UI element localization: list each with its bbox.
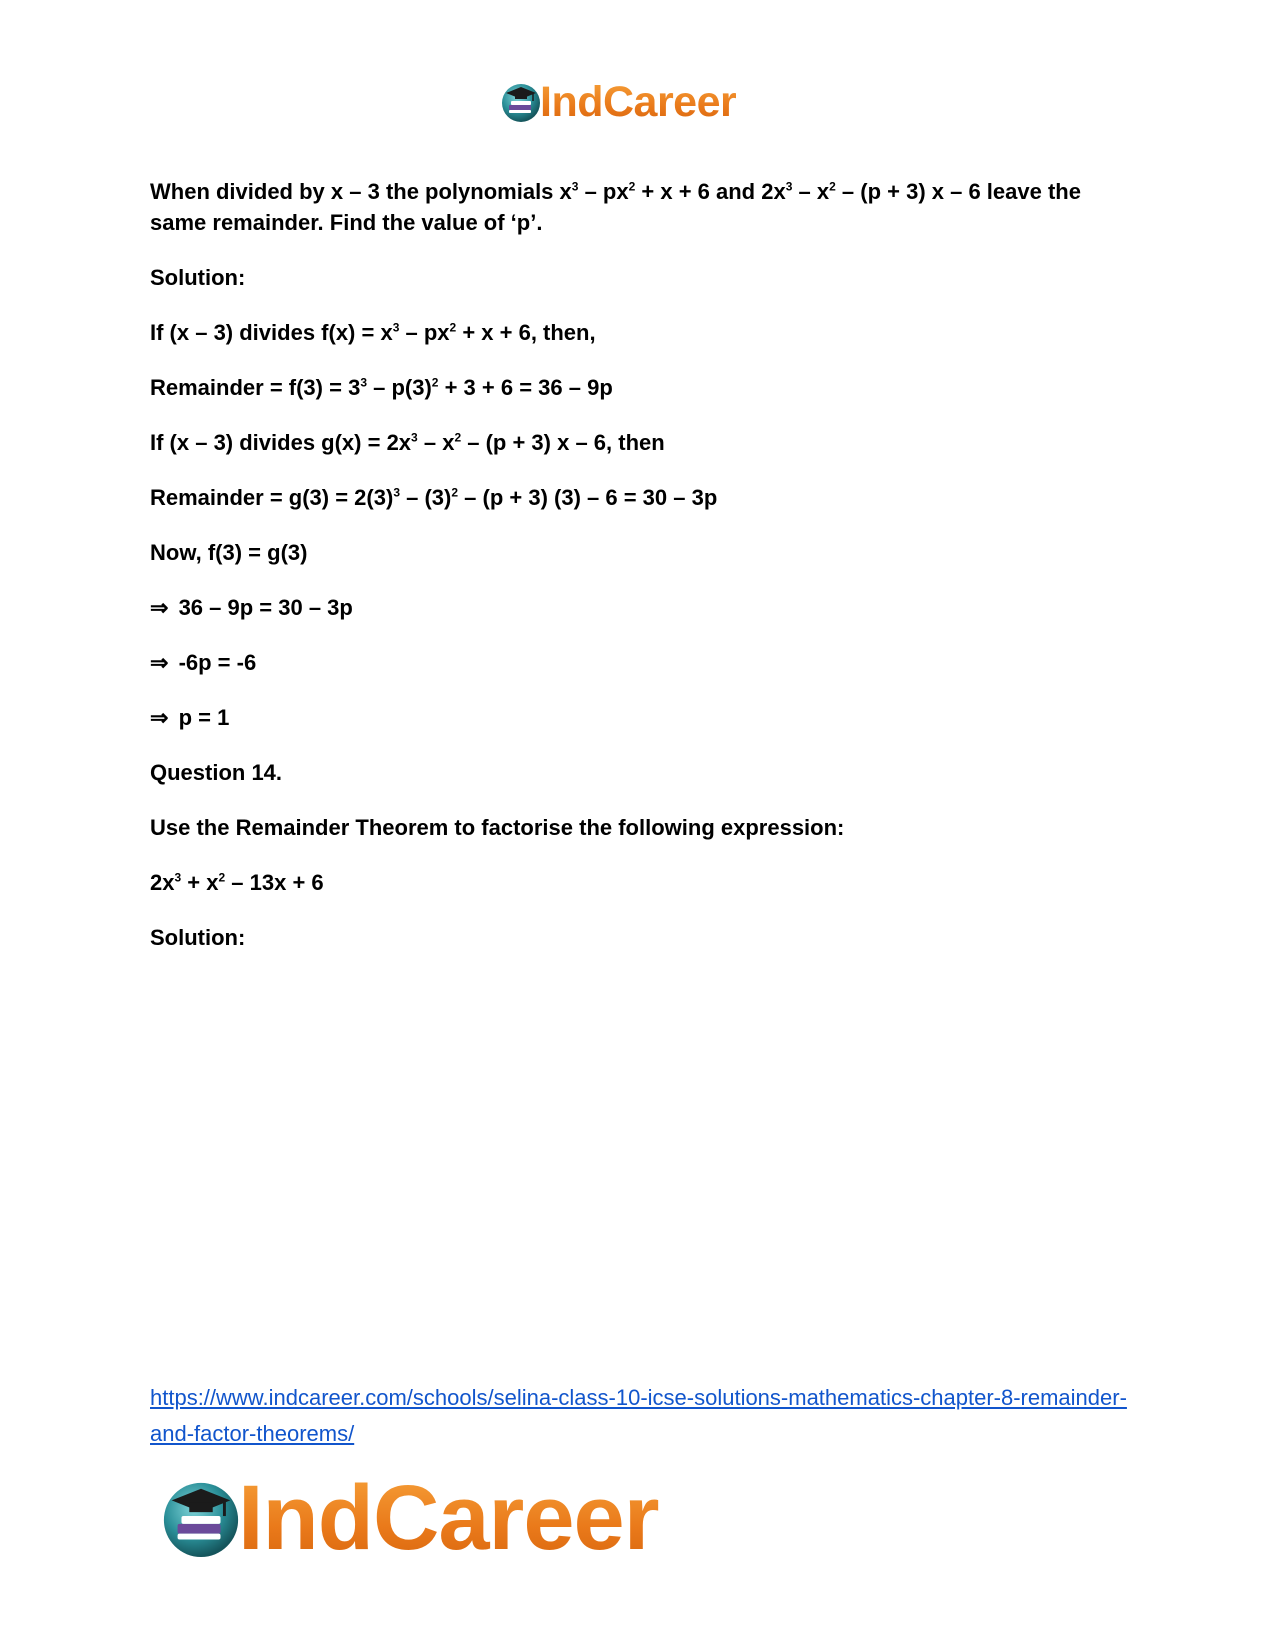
question-14-expression: $2x^3 + x^2 - 13x + 6$ xyxy=(150,870,324,895)
implies-icon: ⇒ xyxy=(150,650,169,675)
source-url-link[interactable]: https://www.indcareer.com/schools/selina-class-10-icse-solutions-mathematics-chapter-8-remainder-and-factor-theorems/ xyxy=(150,1385,1127,1446)
graduation-cap-globe-icon xyxy=(500,81,542,123)
step-implies-1: ⇒ 36 – 9p = 30 – 3p xyxy=(150,595,353,620)
step-g-of-x: If (x – 3) divides $g(x) = 2x^3 - x^2 - (p + 3)$ x – 6, then xyxy=(150,430,665,455)
solution-label-2: Solution: xyxy=(150,925,246,950)
step-implies-3: ⇒ p = 1 xyxy=(150,705,230,730)
logo-wordmark: IndCareer xyxy=(238,1467,659,1569)
implies-icon: ⇒ xyxy=(150,595,169,620)
graduation-cap-globe-icon xyxy=(160,1477,242,1559)
step-equate: Now, f(3) = g(3) xyxy=(150,540,308,565)
step-remainder-f: Remainder = $f(3) = 3^3 - p(3)^2 + 3 + 6 = 36 - 9p$ xyxy=(150,375,613,400)
logo-wordmark: IndCareer xyxy=(540,78,737,126)
step-implies-2: ⇒ -6p = -6 xyxy=(150,650,257,675)
implies-icon: ⇒ xyxy=(150,705,169,730)
question-13-text: When divided by x – 3 the polynomials $x^3 - px^2 + x + 6$ and $2x^3 - x^2 - (p + 3)$ x – 6 leave the same remainder. Find the value of ‘p’. xyxy=(150,179,1081,235)
header-logo xyxy=(500,78,736,126)
document-body xyxy=(150,176,1130,978)
question-14-label: Question 14. xyxy=(150,760,283,785)
solution-label: Solution: xyxy=(150,265,246,290)
step-remainder-g: Remainder = $g(3) = 2(3)^3 - (3)^2 - (p + 3)$ (3) – 6 = 30 – 3p xyxy=(150,485,718,510)
footer-logo xyxy=(160,1468,659,1568)
step-f-of-x: If (x – 3) divides $f(x) = x^3 - px^2 + x + 6$, then, xyxy=(150,320,596,345)
question-14-prompt: Use the Remainder Theorem to factorise the following expression: xyxy=(150,815,845,840)
